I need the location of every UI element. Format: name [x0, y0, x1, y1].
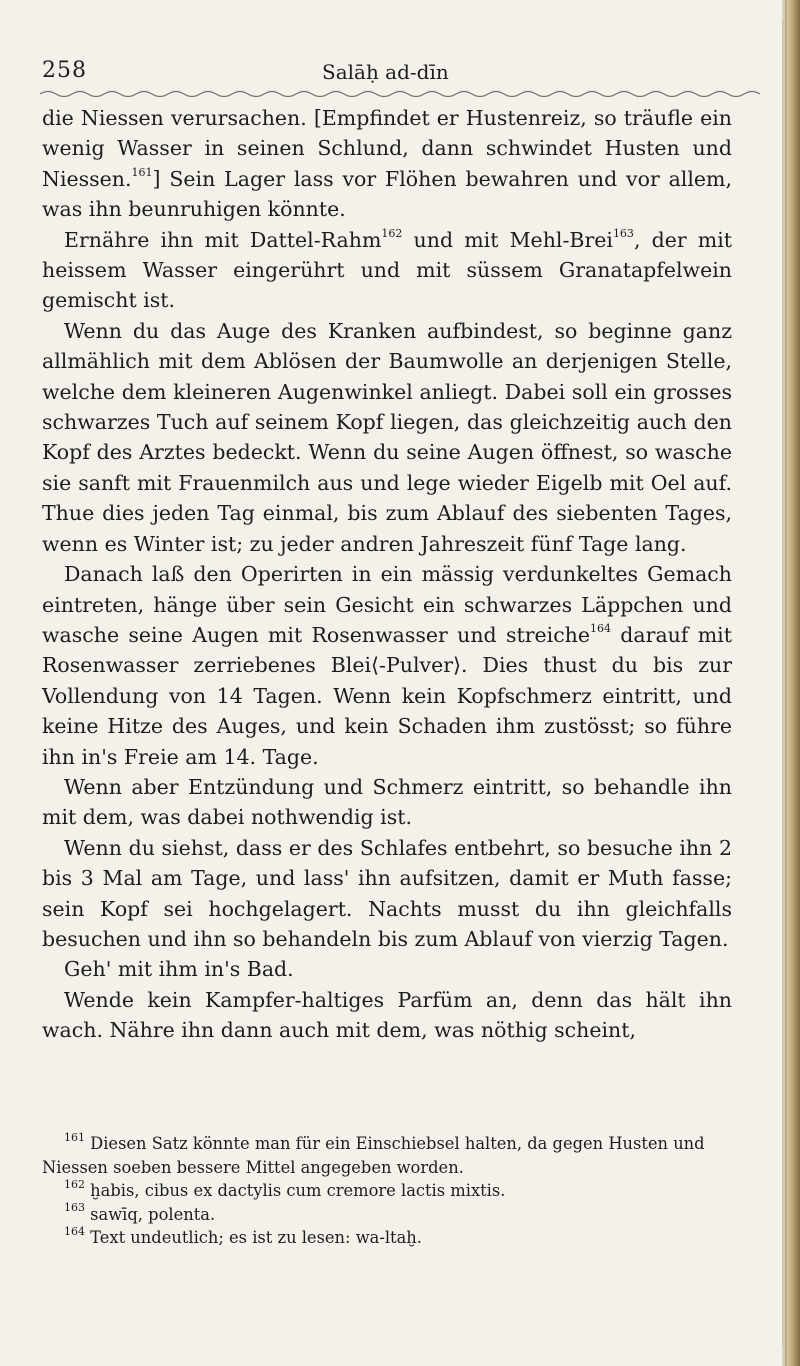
- body-paragraph: [42, 772, 732, 833]
- footnote: [42, 1226, 732, 1250]
- text-segment: Wenn aber Entzündung und Schmerz eintritt, so behandle ihn mit dem, was dabei nothwendig ist.: [42, 774, 732, 830]
- page-number: 258: [42, 58, 87, 83]
- body-paragraph: [42, 559, 732, 772]
- body-paragraph: [42, 954, 732, 984]
- footnote-number: 161: [64, 1130, 85, 1144]
- footnote-marker: 161: [131, 165, 153, 179]
- text-segment: die Niessen verursachen. [Empfindet er Hustenreiz, so träufle ein wenig Wasser in seinen Schlund, dann schwindet Husten und Niessen.: [42, 106, 732, 191]
- main-text: [42, 103, 732, 1046]
- footnote-text: ḫabis, cibus ex dactylis cum cremore lactis mixtis.: [85, 1181, 506, 1201]
- footnotes: [42, 1132, 732, 1250]
- text-segment: darauf mit Rosenwasser zerriebenes Blei⟨-Pulver⟩. Dies thust du bis zur Vollendung von 14 Tagen. Wenn kein Kopfschmerz eintritt, und keine Hitze des Auges, und kein Schaden ihm zustösst; so führe ihn in's Freie am 14. Tage.: [42, 622, 732, 769]
- text-segment: Wenn du siehst, dass er des Schlafes entbehrt, so besuche ihn 2 bis 3 Mal am Tage, und lass' ihn aufsitzen, damit er Muth fasse; sein Kopf sei hochgelagert. Nachts musst du ihn gleichfalls besuchen und ihn so behandeln bis zum Ablauf von vierzig Tagen.: [42, 835, 732, 951]
- footnote-number: 163: [64, 1201, 85, 1215]
- body-paragraph: [42, 833, 732, 955]
- footnote-marker: 163: [612, 226, 634, 240]
- text-segment: Danach laß den Operirten in ein mässig verdunkeltes Gemach eintreten, hänge über sein Gesicht ein schwarzes Läppchen und wasche seine Augen mit Rosenwasser und streiche: [42, 562, 732, 647]
- footnote-text: Text undeutlich; es ist zu lesen: wa-ltaḫ.: [85, 1228, 422, 1248]
- text-segment: Ernähre ihn mit Dattel-Rahm: [64, 227, 382, 252]
- body-paragraph: [42, 316, 732, 559]
- body-paragraph: [42, 985, 732, 1046]
- text-segment: und mit Mehl-Brei: [402, 227, 613, 252]
- footnote-text: sawīq, polenta.: [85, 1204, 216, 1224]
- text-segment: ] Sein Lager lass vor Flöhen bewahren und vor allem, was ihn beunruhigen könnte.: [42, 166, 732, 222]
- footnote-marker: 164: [590, 622, 612, 636]
- body-paragraph: [42, 103, 732, 225]
- footnote-number: 164: [64, 1224, 85, 1238]
- body-paragraph: [42, 225, 732, 316]
- scan-edge-marks: [780, 0, 790, 1366]
- text-segment: Geh' mit ihm in's Bad.: [64, 957, 294, 982]
- footnote: [42, 1132, 732, 1179]
- footnote-marker: 162: [381, 226, 403, 240]
- footnote-number: 162: [64, 1177, 85, 1191]
- book-page: [42, 58, 732, 1308]
- page-header: [42, 58, 732, 92]
- text-segment: , der mit heissem Wasser eingerührt und mit süssem Granatapfelwein gemischt ist.: [42, 227, 732, 313]
- text-segment: Wenn du das Auge des Kranken aufbindest, so beginne ganz allmählich mit dem Ablösen der Baumwolle an derjenigen Stelle, welche dem kleineren Augenwinkel anliegt. Dabei soll ein grosses schwarzes Tuch auf seinem Kopf liegen, das gleichzeitig auch den Kopf des Arztes bedeckt. Wenn du seine Augen öffnest, so wasche sie sanft mit Frauenmilch aus und lege wieder Eigelb mit Oel auf. Thue dies jeden Tag einmal, bis zum Ablauf des siebenten Tages, wenn es Winter ist; zu jeder andren Jahreszeit fünf Tage lang.: [42, 318, 732, 556]
- footnote-text: Diesen Satz könnte man für ein Einschiebsel halten, da gegen Husten und Niessen soeben bessere Mittel angegeben worden.: [42, 1134, 705, 1177]
- footnote: [42, 1179, 732, 1203]
- running-title: Salāḥ ad-dīn: [322, 60, 449, 84]
- text-segment: Wende kein Kampfer-haltiges Parfüm an, denn das hält ihn wach. Nähre ihn dann auch mit dem, was nöthig scheint,: [42, 987, 732, 1043]
- header-ornament: [40, 89, 770, 99]
- footnote: [42, 1203, 732, 1227]
